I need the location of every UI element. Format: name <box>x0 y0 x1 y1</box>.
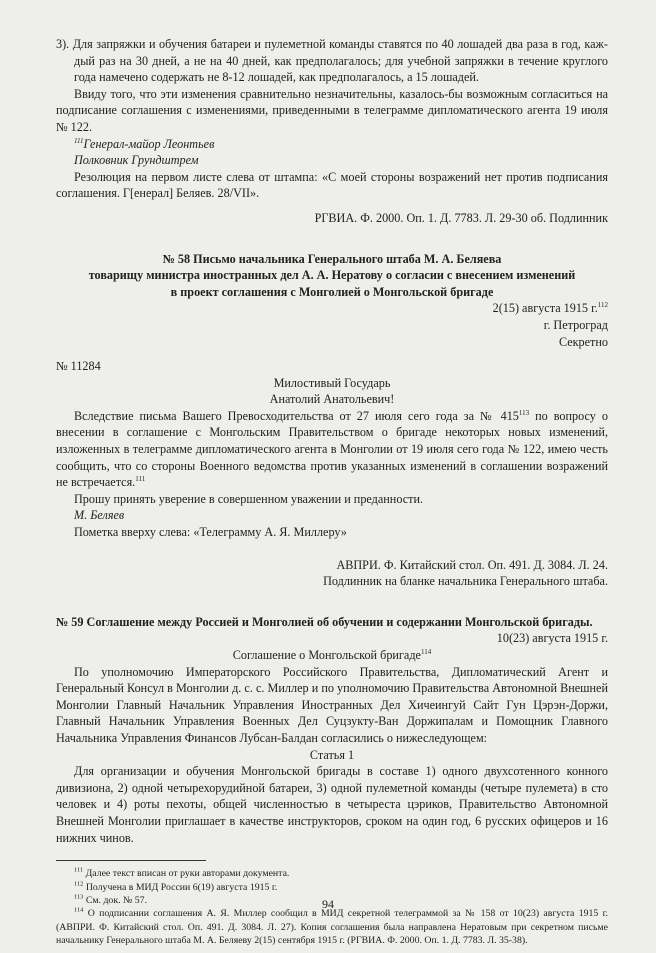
doc58-archive-2: Подлинник на бланке начальника Генерального штаба. <box>323 574 608 589</box>
footnote: $^{112}$ Получена в МИД России 6(19) августа 1915 г. <box>74 880 278 893</box>
doc58-title-line2: товарищу министра иностранных дел А. А. Нератову о согласии с внесением изменений <box>88 268 576 283</box>
doc58-place: г. Петроград <box>543 317 608 332</box>
doc58-secret: Секретно <box>558 334 608 349</box>
footnote: $^{113}$ См. док. № 57. <box>74 893 148 906</box>
doc59-intro: По уполномочию Императорского Российского Правительства, Дипломатический Агент и Генеральный Консул в Монголии д. с. с. Миллер и по уполномочию Правительства Автономной Внешней Монголии Главный Начальник Управления Иностранных Дел Хичеингуй Сайт Гун Цэрэн-Доржи, Главный Начальник Управления Военных Дел Суцзукту-Ван Доржипалам и Помощник Главного Начальника Управления Финансов Лубсан-Балдан согласились о нижеследующем: <box>56 664 608 745</box>
list-item-3: 3). Для запряжки и обучения батареи и пулеметной команды ставятся по 40 лошадей два раза в год, каж- дый раз на 30 дней, а не на 40 дней, как предполагалось; для учебной запряжки в течение круглого года намечено содержать не 8-12 лошадей, как предполагалось, а 15 лошадей. <box>56 37 608 85</box>
doc59-title: № 59 Соглашение между Россией и Монголией об обучении и содержании Монгольской бригады. <box>56 614 593 629</box>
doc58-title-line1: № 58 Письмо начальника Генерального штаба М. А. Беляева <box>162 251 502 266</box>
doc59-article-text: Для организации и обучения Монгольской бригады в составе 1) одного двухсотенного конного дивизиона, 2) одной четырехорудийной батареи, 3) одной пулеметной команды (четыре пулемета) в сто человек и 4) роты пехоты, общей численностью в четыреста цэриков, Правительство Автономной Внешней Монголии приглашает в качестве инструкторов, сроком на один год, 6 русских офицеров и 16 нижних чинов. <box>56 764 608 845</box>
doc59-date: 10(23) августа 1915 г. <box>496 631 608 646</box>
footnote-divider <box>56 860 206 861</box>
signature-leontiev: $^{111}$Генерал-майор Леонтьев <box>74 136 215 151</box>
doc58-salutation-1: Милостивый Государь <box>273 375 391 390</box>
doc58-body: Вследствие письма Вашего Превосходительства от 27 июля сего года за № $415^{113}$ по вопросу о внесении в соглашение с Монгольским Правительством о бригаде некоторых новых изменений, изложенных в телеграмме дипломатического агента в Монголии от 19 июля сего года № 122, имею честь сообщить, что со стороны Военного ведомства против указанных изменений в соглашении возражений не встречается.$^{111}$ <box>56 408 608 490</box>
doc58-date: 2(15) августа 1915 г.$^{112}$ <box>492 301 608 316</box>
doc58-salutation-2: Анатолий Анатольевич! <box>269 392 395 407</box>
doc58-archive-1: АВПРИ. Ф. Китайский стол. Оп. 491. Д. 3084. Л. 24. <box>336 557 608 572</box>
doc59-subtitle: Соглашение о Монгольской бригаде$^{114}$ <box>232 647 432 662</box>
footnote: $^{111}$ Далее текст вписан от руки авторами документа. <box>74 866 290 880</box>
resolution-note: Резолюция на первом листе слева от штампа: «С моей стороны возражений нет против подписания соглашения. Г[енерал] Беляев. 28/VII». <box>56 169 608 201</box>
footnote: $^{114}$ О подписании соглашения А. Я. Миллер сообщил в МИД секретной телеграммой за № 158 от 10(23) августа 1915 г. (АВПРИ. Ф. Китайский стол. Оп. 491. Д. 3084. Л. 27). Копия соглашения была направлена Нератовым при секретном письме начальнику Генерального штаба М. А. Беляеву 2(15) сентября 1915 г. (РГВИА. Ф. 2000. Оп. 1. Д. 7783. Л. 35-38). <box>56 907 608 947</box>
doc58-closing: Прошу принять уверение в совершенном уважении и преданности. <box>74 491 424 506</box>
doc59-article-heading: Статья 1 <box>309 747 355 762</box>
page-number: 94 <box>322 897 334 911</box>
doc58-title-line3: в проект соглашения с Монголией о Монгольской бригаде <box>170 284 494 299</box>
text-column <box>56 36 608 948</box>
doc58-note: Пометка вверху слева: «Телеграмму А. Я. Миллеру» <box>74 525 347 540</box>
archive-reference: РГВИА. Ф. 2000. Оп. 1. Д. 7783. Л. 29-30 об. Подлинник <box>314 210 608 225</box>
signature-grundstrem: Полковник Грундштрем <box>74 153 199 168</box>
doc58-signature: М. Беляев <box>74 508 125 523</box>
paragraph-changes: Ввиду того, что эти изменения сравнительно незначительны, казалось-бы возможным согласиться на подписание соглашения с изменениями, приведенными в телеграмме дипломатического агента 19 июля № 122. <box>56 86 608 134</box>
doc58-number: № 11284 <box>56 359 101 374</box>
